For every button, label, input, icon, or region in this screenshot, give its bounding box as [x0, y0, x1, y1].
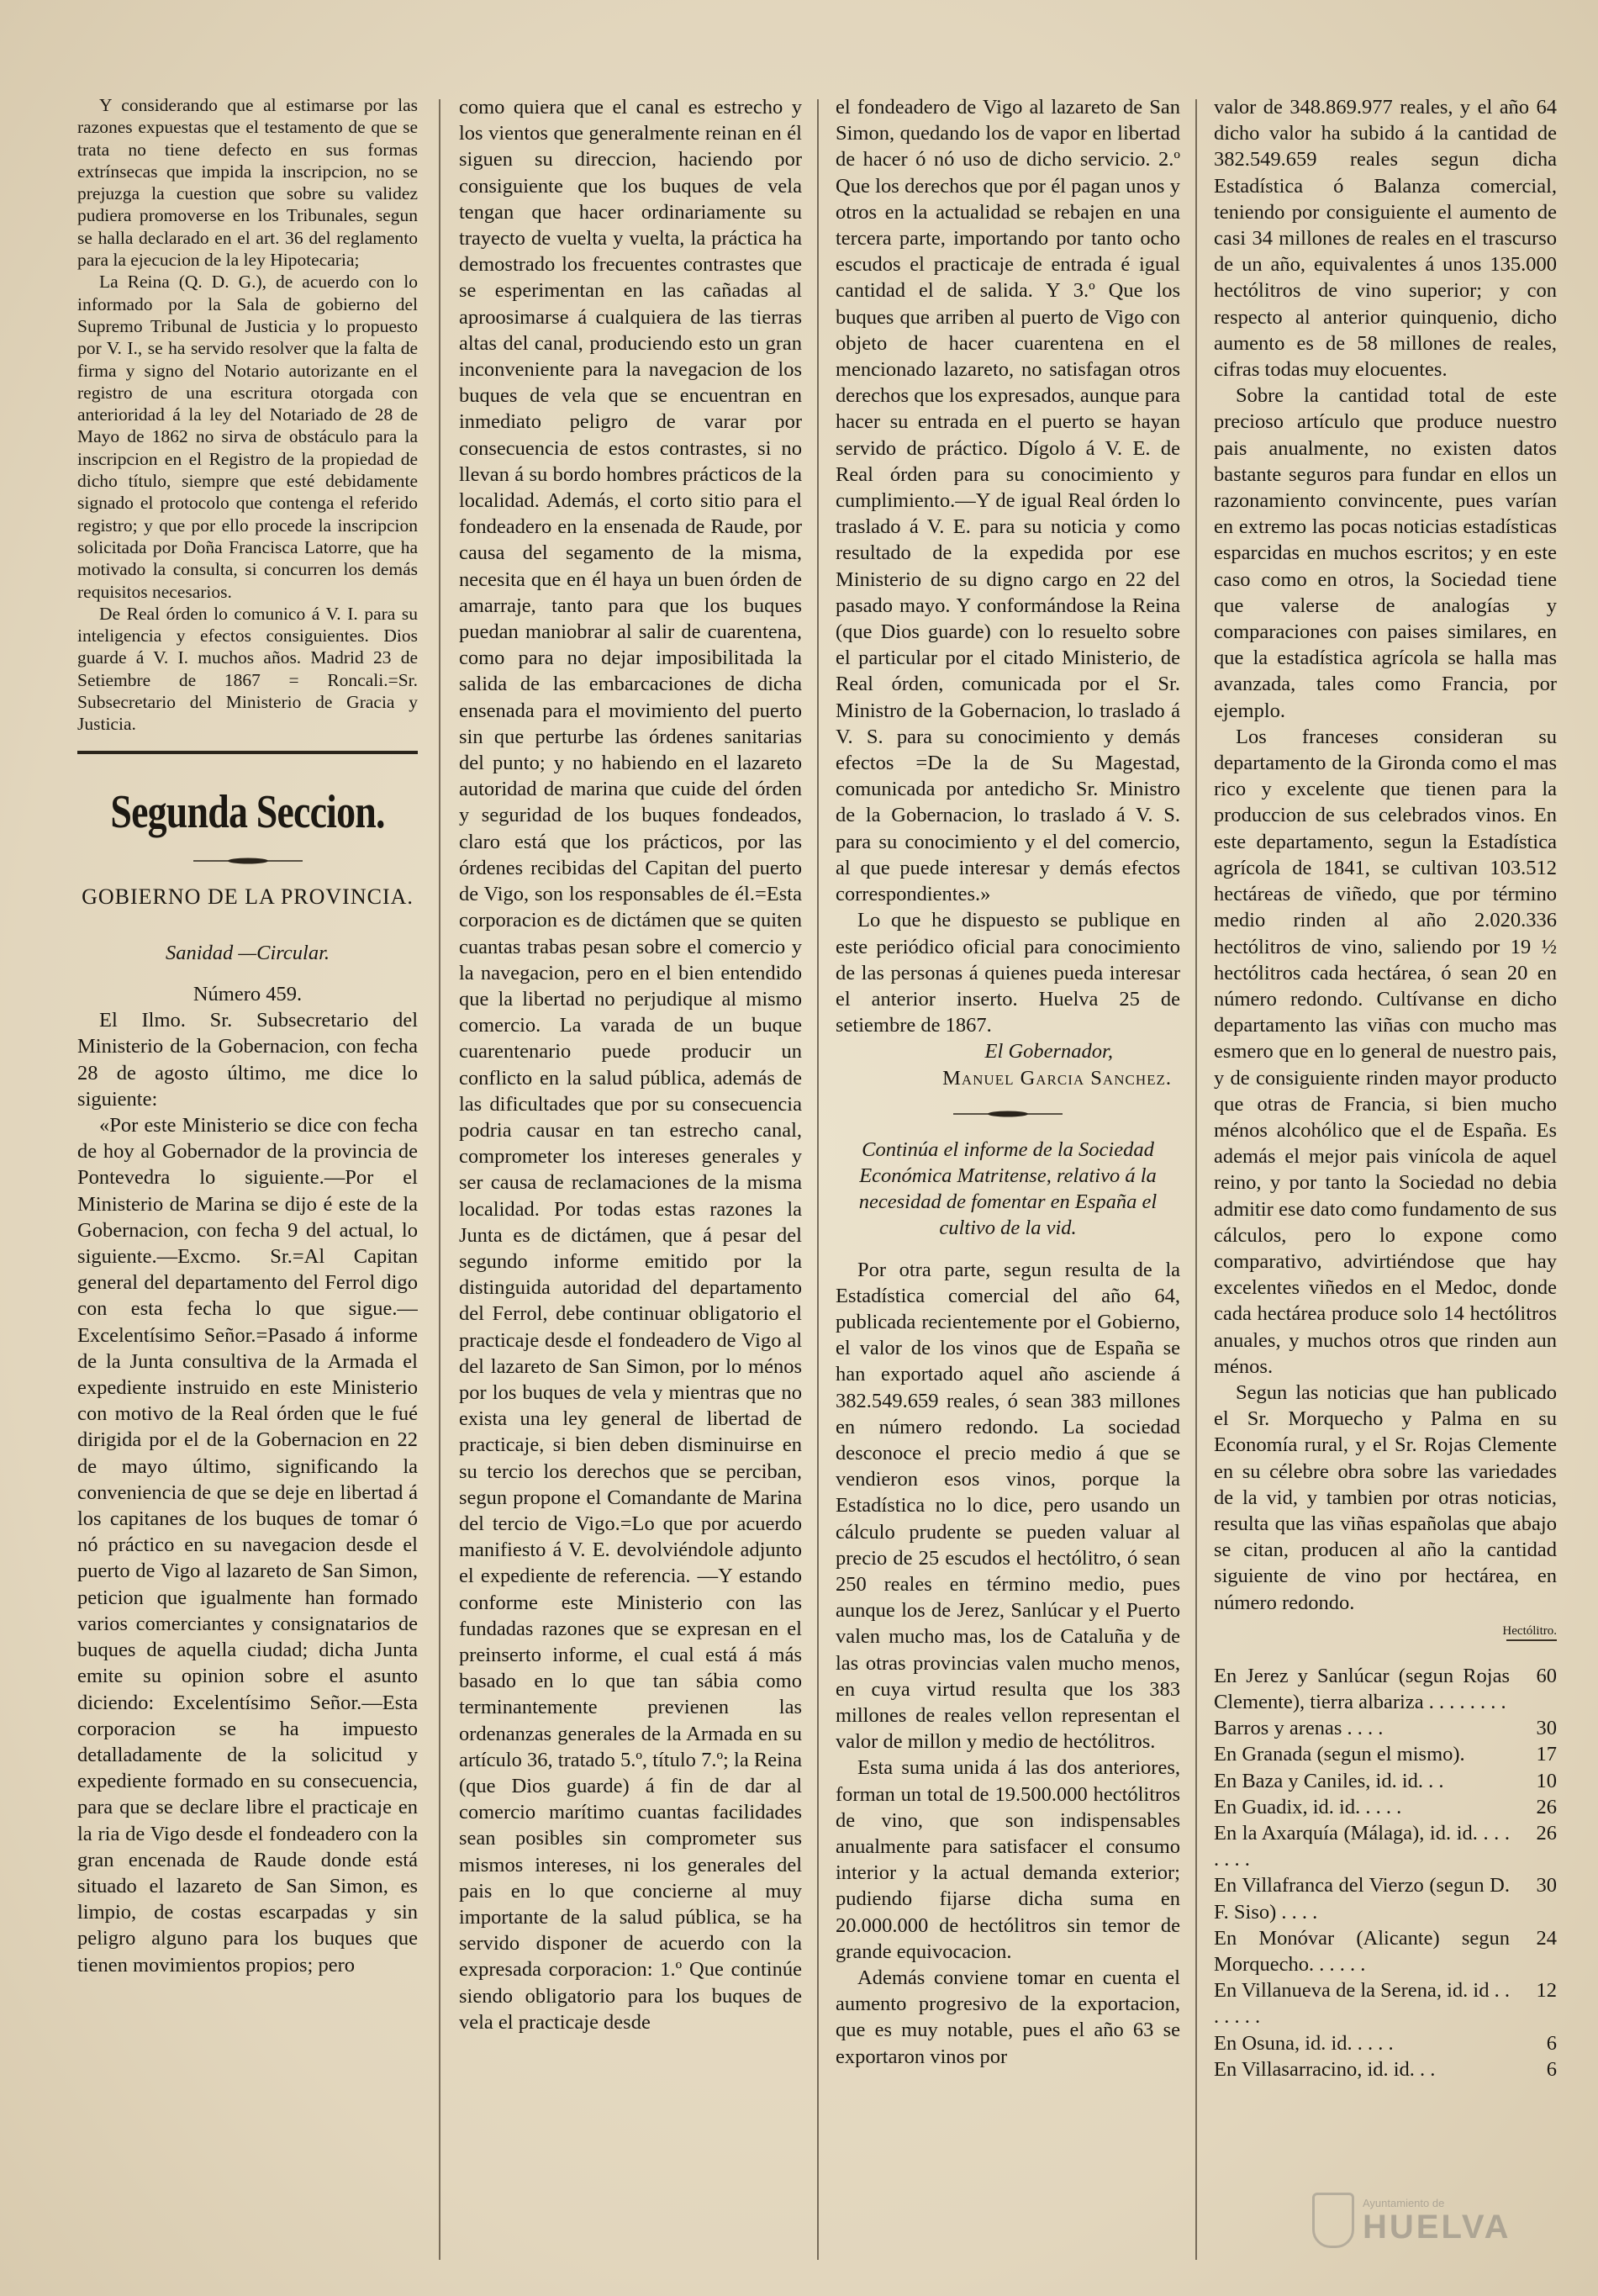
- circular-number: Número 459.: [192, 983, 303, 1006]
- paragraph: Y considerando que al estimarse por las razones expuestas que el testamento de que se trata no tiene defecto en sus formas extrínsecas que impida la inscripcion, no se prejuzga la cuestion que sobre su validez pudiera promoverse en los Tribunales, segun se halla declarado en el art. 36 del reglamento para la ejecucion de la ley Hipotecaria;: [77, 95, 418, 271]
- table-row: [1214, 1794, 1557, 1820]
- signature-name: Manuel Garcia Sanchez.: [942, 1066, 1172, 1090]
- table-row: [1214, 1663, 1557, 1715]
- coat-of-arms-icon: [1312, 2193, 1354, 2248]
- section-title: Segunda Seccion.: [110, 785, 385, 838]
- column-1: [77, 94, 418, 1978]
- table-row-label: En Villasarracino, id. id. . .: [1214, 2057, 1436, 2081]
- table-row-label: En Granada (segun el mismo).: [1214, 1743, 1465, 1766]
- table-row: [1214, 1925, 1557, 1977]
- table-row-label: En Baza y Caniles, id. id. . .: [1214, 1769, 1444, 1792]
- table-row-value: 10: [1536, 1769, 1557, 1792]
- column-3: [836, 94, 1180, 2070]
- paragraph: el fondeadero de Vigo al lazareto de San Simon, quedando los de vapor en libertad de hacer ó nó uso de dicho servicio. 2.º Que los derechos que por él pagan unos y otros en la actualidad se rebajen en una tercera parte, importando por tanto ocho escudos el practicaje de entrada é igual cantidad el de salida. Y 3.º Que los buques que arriben al puerto de Vigo con objeto de hacer cuarentena en el mencionado lazareto, no satisfagan otros derechos que los expresados, aunque para hacer su entrada en el puerto se hayan servido de práctico. Dígolo á V. E. de Real órden para su conocimiento y cumplimiento.—Y de igual Real órden lo traslado á V. E. para su noticia y como resultado de la expedida por ese Ministerio de su digno cargo en 22 del pasado mayo. Y conformándose la Reina (que Dios guarde) con lo resuelto sobre el particular por el citado Ministerio, de Real órden, comunicada por el Sr. Ministro de la Gobernacion, lo traslado á V. S. para su conocimiento y demás efectos =De la de Su Magestad, comunicada por antedicho Sr. Ministro de la Gobernacion, lo traslado á V. S. para su conocimiento y el del comercio, al que puede interesar y demás efectos correspondientes.»: [836, 96, 1180, 906]
- paragraph: como quiera que el canal es estrecho y los vientos que generalmente reinan en él siguen su direccion, haciendo por consiguiente que los buques de vela tengan que hacer ordinariamente su trayecto de vuelta y vuelta, la práctica ha demostrado los frecuentes contrastes que se esperimentan en las cañadas al aproosimarse á cualquiera de las tierras altas del canal, produciendo esto un gran inconveniente para la navegacion de los buques de vela que se encuentran en inmediato peligro de varar por consecuencia de estos contrastes, si no llevan á su bordo hombres prácticos de la localidad. Además, el corto sitio para el fondeadero en la ensenada de Raude, por causa del segamento de la misma, necesita que en él haya un buen órden de amarraje, tanto para que los buques puedan maniobrar al salir de cuarentena, como para no dejar imposibilitada la salida de las embarcaciones de dicha ensenada para el movimiento del puerto sin que perturbe las órdenes sanitarias del punto; y no habiendo en el lazareto autoridad de marina que cuide del órden y seguridad de los buques fondeados, claro está que los prácticos, por las órdenes recibidas del Capitan del puerto de Vigo, son los responsables de él.=Esta corporacion es de dictámen que se quiten cuantas trabas pesan sobre el comercio y la navegacion, pero en el bien entendido que la libertad no perjudique al mismo comercio. La varada de un buque cuarentenario puede producir un conflicto en la salud pública, además de las dificultades que por su consecuencia podria causar en tan estrecho canal, comprometer los intereses generales y ser causa de reclamaciones de la misma localidad. Por todas estas razones la Junta es de dictámen, que á pesar del segundo informe emitido por la distinguida autoridad del departamento del Ferrol, debe continuar obligatorio el practicaje desde el fondeadero de Vigo al del lazareto de San Simon, por lo ménos por los buques de vela y mientras que no exista una ley general de libertad de practicaje, si bien deben disminuirse en su tercio los derechos que se perciban, segun propone el Comandante de Marina del tercio de Vigo.=Lo que por acuerdo manifiesto á V. E. devolviéndole adjunto el expediente de referencia. —Y estando conforme este Ministerio con las fundadas razones que se expresan en el preinserto informe, el cual está á más basado en lo que tan sábia como terminantemente previenen las ordenanzas generales de la Armada en su artículo 36, tratado 5.º, título 7.º; la Reina (que Dios guarde) á fin de dar al comercio marítimo cuantas facilidades sean posibles sin comprometer sus mismos intereses, ni los generales del pais en lo que concierne al muy importante de la salud pública, se ha servido disponer de acuerdo con la expresada corporacion: 1.º Que continúe siendo obligatorio para los buques de vela el practicaje desde: [459, 96, 802, 2034]
- table-row-value: 26: [1536, 1822, 1557, 1845]
- table-row-label: En Guadix, id. id. . . . .: [1214, 1795, 1402, 1818]
- table-row: [1214, 1977, 1557, 2029]
- paragraph: «Por este Ministerio se dice con fecha de hoy al Gobernador de la provincia de Pontevedra lo siguiente.—Por el Ministerio de Marina se dijo é este de la Gobernacion, con fecha 9 del actual, lo siguiente.—Excmo. Sr.=Al Capitan general del departamento del Ferrol digo con esta fecha lo que sigue.—Excelentísimo Señor.=Pasado á informe de la Junta consultiva de la Armada el expediente instruido en este Ministerio con motivo de la Real órden que le fué dirigida por el de la Gobernacion en 22 de mayo último, significando la conveniencia de que se deje en libertad á los capitanes de los buques de tomar ó nó práctico en su navegacion desde el puerto de Vigo al lazareto de San Simon, peticion que igualmente han formado varios comerciantes y consignatarios de buques de aquella ciudad; dicha Junta emite su opinion sobre el asunto diciendo: Excelentísimo Señor.—Esta corporacion se ha impuesto detalladamente de la solicitud y expediente formado en su consecuencia, para que se declare libre el practicaje en la ria de Vigo desde el fondeadero con la gran encenada de Raude donde está situado el lazareto de San Simon, es limpio, de costas escarpadas y sin peligro alguno para los buques que tienen movimientos propios; pero: [77, 1114, 418, 1977]
- table-header-rule: [1506, 1639, 1557, 1641]
- table-row: [1214, 2056, 1557, 2082]
- table-row-value: 26: [1536, 1795, 1557, 1818]
- column-rule: [817, 99, 819, 2260]
- signature-title: El Gobernador,: [984, 1040, 1113, 1064]
- table-row-label: En Villanueva de la Serena, id. id . . . . . . .: [1214, 1979, 1510, 2029]
- table-row-label: Barros y arenas . . . .: [1214, 1717, 1384, 1740]
- paragraph: El Ilmo. Sr. Subsecretario del Ministerio de la Gobernacion, con fecha 28 de agosto último, me dice lo siguiente:: [77, 1009, 418, 1111]
- paragraph: Por otra parte, segun resulta de la Estadística comercial del año 64, publicada recientemente por el Gobierno, el valor de los vinos que de España se han exportado aquel año asciende á 382.549.659 reales, ó sean 383 millones en número redondo. La sociedad desconoce el precio medio á que se vendieron esos vinos, porque la Estadística no lo dice, pero usando un cálculo prudente se pueden valuar al precio de 25 escudos el hectólitro, ó sean 250 reales en término medio, pues aunque los de Jerez, Sanlúcar y el Puerto valen mucho mas, los de Cataluña y de las otras provincias valen mucho menos, en cuya virtud resulta que los 383 millones de reales vellon representan el valor de millon y medio de hectólitros.: [836, 1258, 1180, 1754]
- table-row-value: 17: [1536, 1743, 1557, 1766]
- table-row-label: En la Axarquía (Málaga), id. id. . . . . . . .: [1214, 1822, 1510, 1871]
- paragraph: valor de 348.869.977 reales, y el año 64 dicho valor ha subido á la cantidad de 382.549.659 reales segun dicha Estadística ó Balanza comercial, teniendo por consiguiente el aumento de casi 34 millones de reales en el trascurso de un año, equivalentes á unos 135.000 hectólitros de vino superior; y con respecto al anterior quinquenio, dicho aumento es de 58 millones de reales, cifras todas muy elocuentes.: [1214, 96, 1557, 382]
- column-2: [459, 94, 802, 2035]
- paragraph: Lo que he dispuesto se publique en este periódico oficial para conocimiento de las personas á quienes pueda interesar el anterior inserto. Huelva 25 de setiembre de 1867.: [836, 909, 1180, 1037]
- table-row-value: 6: [1546, 2031, 1557, 2055]
- paragraph: Los franceses consideran su departamento de la Gironda como el mas rico y excelente que tienen para la produccion de sus celebrados vinos. En este departamento, segun la Estadística agrícola de 1841, se cultivan 103.512 hectáreas de viñedo, que por término medio rinden al año 2.020.336 hectólitros de vino, saliendo por 19 ½ hectólitros cada hectárea, ó sean 20 en número redondo. Cultívanse en dicho departamento las viñas con mucho mas esmero que en lo general de nuestro pais, y de consiguiente rinden mayor producto que otras de Francia, si bien mucho ménos alcohólico que el de España. Es además el mejor pais vinícola de aquel reino, y por tanto la Sociedad no debia admitir ese dato como fundamento de sus cálculos, pero lo expone como comparativo, advirtiéndose que hay excelentes viñedos en el Medoc, donde cada hectárea produce solo 14 hectólitros anuales, y muchos otros que rinden aun ménos.: [1214, 725, 1557, 1378]
- paragraph: Esta suma unida á las dos anteriores, forman un total de 19.500.000 hectólitros de vino, que son indispensables anualmente para satisfacer el consumo interior y la actual demanda exterior; pudiendo fijarse dicha suma en 20.000.000 de hectólitros sin temor de grande equivocacion.: [836, 1756, 1180, 1963]
- paragraph: Sobre la cantidad total de este precioso artículo que produce nuestro pais anualmente, no existen datos bastante seguros para fundar en ellos un razonamiento convincente, pues varían en extremo las pocas noticias estadísticas esparcidas en muchos escritos; y en este caso como en otros, la Sociedad tiene que valerse de analogías y comparaciones con paises similares, en que la estadística agrícola se halla mas avanzada, tales como Francia, por ejemplo.: [1214, 384, 1557, 722]
- watermark-line-1: Ayuntamiento de: [1363, 2196, 1445, 2209]
- ornament-rule-icon: [193, 857, 303, 865]
- table-row-value: 30: [1536, 1874, 1557, 1897]
- table-row: [1214, 2030, 1557, 2056]
- yield-table: [1214, 1663, 1557, 2082]
- watermark-line-2: HUELVA: [1363, 2208, 1511, 2246]
- column-rule: [439, 99, 440, 2260]
- table-row: [1214, 1768, 1557, 1794]
- table-row: [1214, 1820, 1557, 1872]
- column-rule: [1195, 99, 1197, 2260]
- paragraph: De Real órden lo comunico á V. I. para su inteligencia y efectos consiguientes. Dios guarde á V. I. muchos años. Madrid 23 de Setiembre de 1867 = Roncali.=Sr. Subsecretario del Ministerio de Gracia y Justicia.: [77, 603, 418, 735]
- paragraph: La Reina (Q. D. G.), de acuerdo con lo informado por la Sala de gobierno del Supremo Tribunal de Justicia y lo propuesto por V. I., se ha servido resolver que la falta de firma y signo del Notario autorizante en el registro de una escritura otorgada con anterioridad á la ley del Notariado de 28 de Mayo de 1862 no sirva de obstáculo para la inscripcion en el Registro de la propiedad de dicho título, siempre que esté debidamente signado el protocolo que contenga el referido registro; y que por ello procede la inscripcion solicitada por Doña Francisca Latorre, que ha motivado la consulta, si concurren los demás requisitos necesarios.: [77, 272, 418, 602]
- table-row-label: En Monóvar (Alicante) segun Morquecho. . . . . .: [1214, 1926, 1510, 1977]
- section-divider: [77, 751, 418, 754]
- table-row-value: 60: [1536, 1664, 1557, 1687]
- table-unit-header: Hectólitro.: [1502, 1623, 1557, 1638]
- table-row: [1214, 1872, 1557, 1924]
- department-heading: GOBIERNO DE LA PROVINCIA.: [82, 884, 414, 909]
- paragraph: Además conviene tomar en cuenta el aumento progresivo de la exportacion, que es muy notable, pues el año 63 se exportaron vinos por: [836, 1966, 1180, 2068]
- table-row-label: En Osuna, id. id. . . . .: [1214, 2031, 1394, 2055]
- table-row-value: 30: [1536, 1717, 1557, 1740]
- table-row-value: 12: [1536, 1979, 1557, 2003]
- ornament-rule-icon: [953, 1110, 1063, 1118]
- article-heading: Continúa el informe de la Sociedad Económica Matritense, relativo á la necesidad de fomentar en España el cultivo de la vid.: [858, 1137, 1158, 1240]
- column-4: [1214, 94, 1557, 2082]
- subject-heading: Sanidad —Circular.: [165, 941, 330, 964]
- table-row-label: En Jerez y Sanlúcar (segun Rojas Clemente), tierra albariza . . . . . . . .: [1214, 1664, 1510, 1713]
- table-row-value: 24: [1536, 1926, 1557, 1950]
- table-row-label: En Villafranca del Vierzo (segun D. F. Siso) . . . .: [1214, 1874, 1510, 1924]
- table-row: [1214, 1715, 1557, 1741]
- paragraph: Segun las noticias que han publicado el Sr. Morquecho y Palma en su Economía rural, y el Sr. Rojas Clemente en su célebre obra sobre las variedades de la vid, y tambien por otras noticias, resulta que las viñas españolas que abajo se citan, producen al año la cantidad siguiente de vino por hectárea, en número redondo.: [1214, 1380, 1557, 1614]
- archive-watermark: [1312, 2187, 1548, 2254]
- table-row: [1214, 1741, 1557, 1767]
- table-row-value: 6: [1546, 2057, 1557, 2081]
